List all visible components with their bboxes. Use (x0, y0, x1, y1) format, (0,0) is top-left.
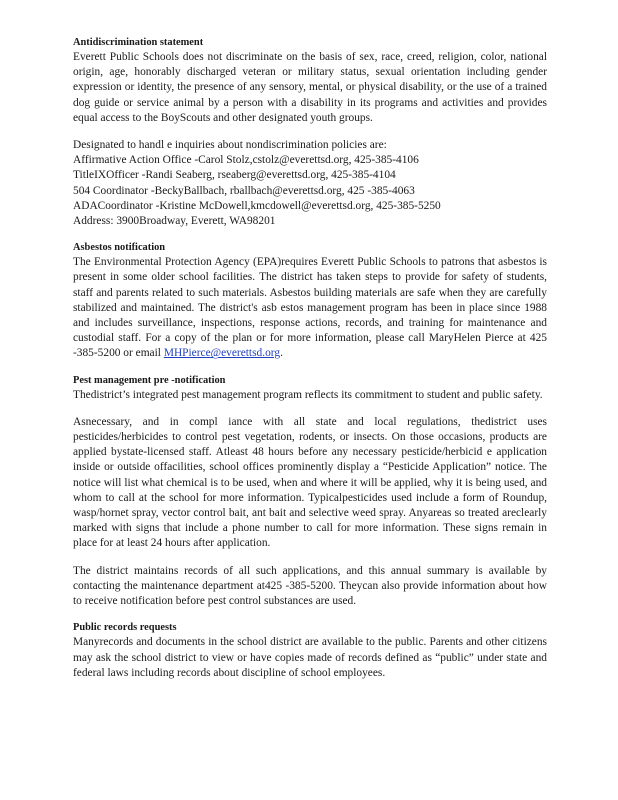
asbestos-email-suffix: . (280, 347, 283, 360)
asbestos-email-link[interactable]: MHPierce@everettsd.org (163, 347, 281, 360)
asbestos-section (73, 241, 547, 361)
records-section (73, 621, 547, 681)
contact-title-ix: TitleIXOfficer -Randi Seaberg, rseaberg@everettsd.org, 425-385-4104 (73, 169, 396, 182)
pest-heading: Pest management pre -notification (73, 374, 226, 386)
document-page (73, 36, 547, 681)
antidiscrimination-section (73, 36, 547, 229)
asbestos-heading: Asbestos notification (73, 242, 166, 254)
contacts-intro: Designated to handl e inquiries about nondiscrimination policies are: (73, 139, 387, 152)
pest-section (73, 374, 547, 610)
contact-504: 504 Coordinator -BeckyBallbach, rballbach@everettsd.org, 425 -385-4063 (73, 184, 415, 197)
pest-paragraph-2: Asnecessary, and in compl iance with all state and local regulations, thedistrict uses pesticides/herbicides to control pest vegetation, rodents, or insects. On those occasions, products are applied bystate-licensed staff. Atleast 48 hours before any necessary pesticide/herbicid e application inside or outside offacilities, school offices prominently display a “Pesticide Application” notice. The notice will list what chemical is to be used, when and where it will be applied, why it is being used, and whom to call at the school for more information. Typicalpesticides used include a form of Roundup, wasp/hornet spray, vector control bait, ant bait and selective weed spray. Anyareas so treated areclearly marked with signs that include a phone number to call for more information. These signs remain in place for at least 24 hours after application. (73, 415, 547, 550)
district-address: Address: 3900Broadway, Everett, WA98201 (73, 215, 276, 228)
records-heading: Public records requests (73, 622, 177, 634)
contact-ada: ADACoordinator -Kristine McDowell,kmcdowell@everettsd.org, 425-385-5250 (73, 199, 441, 212)
asbestos-text: The Environmental Protection Agency (EPA)requires Everett Public Schools to patrons that asbestos is present in some older school facilities. The district has taken steps to provide for safety of students, staff and parents related to such materials. Asbestos building materials are safe when they are carefully stabilized and maintained. The district's asb estos management program has been in place since 1988 and includes surveillance, inspections, response actions, records, and training for maintenance and custodial staff. For a copy of the plan or for more information, please call MaryHelen Pierce at 425 -385-5200 or email (73, 256, 547, 360)
asbestos-paragraph (73, 255, 547, 361)
pest-paragraph-3: The district maintains records of all such applications, and this annual summary is available by contacting the maintenance department at425 -385-5200. Theycan also provide information about how to receive notification before pest control substances are used. (73, 564, 547, 608)
records-paragraph: Manyrecords and documents in the school district are available to the public. Parents and other citizens may ask the school district to view or have copies made of records defined as “public” under state and federal laws including records about discipline of school employees. (73, 636, 547, 679)
antidiscrimination-heading: Antidiscrimination statement (73, 37, 204, 48)
antidiscrimination-paragraph: Everett Public Schools does not discriminate on the basis of sex, race, creed, religion, color, national origin, age, honorably discharged veteran or military status, sexual orientation including gender expression or identity, the presence of any sensory, mental, or physical disability, or the use of a trained dog guide or service animal by a person with a disability in its programs and activities and provides equal access to the BoyScouts and other designated youth groups. (73, 51, 547, 124)
pest-paragraph-1: Thedistrict’s integrated pest management program reflects its commitment to student and public safety. (73, 388, 543, 401)
contact-affirmative-action: Affirmative Action Office -Carol Stolz,cstolz@everettsd.org, 425-385-4106 (73, 154, 419, 167)
